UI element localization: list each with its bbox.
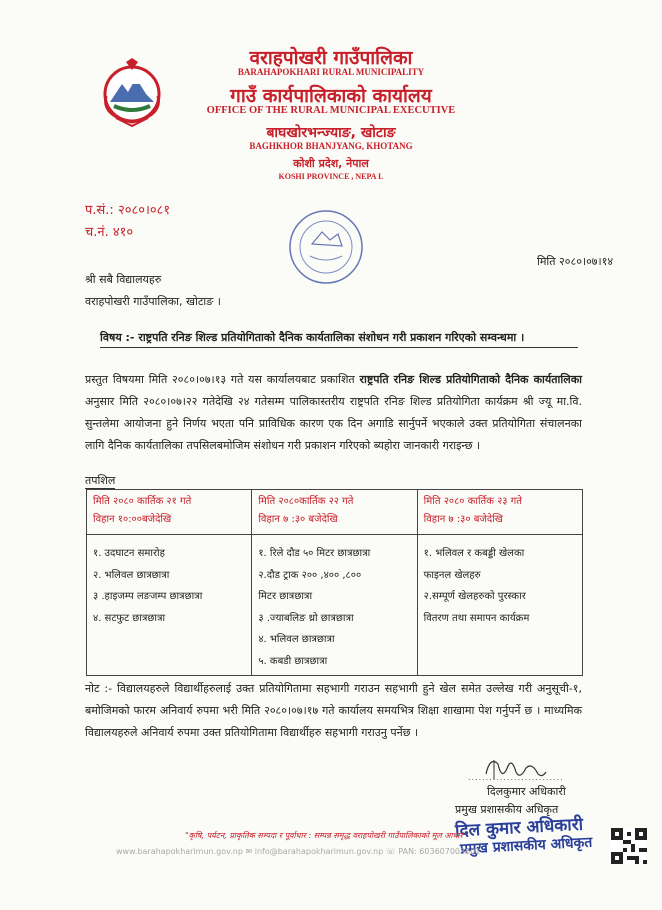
- list-item: २.दौड ट्राक २०० ,४०० ,८००: [258, 569, 362, 581]
- office-name-en: OFFICE OF THE RURAL MUNICIPAL EXECUTIVE: [206, 105, 456, 116]
- footer-contact: www.barahapokharimun.gov.np ✉ info@barahapokharimun.gov.np ☏ PAN: 603607003601: [116, 847, 481, 856]
- addressee-line-1: श्री सबै विद्यालयहरु: [85, 273, 162, 286]
- list-item: ४. भलिवल छात्रछात्रा: [258, 634, 335, 645]
- body-part-c: अनुसार मिति २०८०।०७।२२ गतेदेखि २४ गतेसम्म पालिकास्तरीय राष्ट्रपति रनिङ शिल्ड प्रतियोगिता कार्यक्रम श्री ज्यू मा.वि. सुन्तलेमा आयोजना हुने निर्णय भएता पनि प्राविधिक कारण एक दिन अगाडि सार्नुपर्ने भएकाले उक्त प्रतियोगिता संचालनका लागि दैनिक कार्यतालिका तपसिलबमोजिम संशोधन गरी प्रकाशन गरिएको ब्यहोरा जानकारी गराइन्छ ।: [85, 395, 582, 452]
- table-cell-day-3: [417, 535, 582, 676]
- signer-name: दिलकुमार अधिकारी: [487, 785, 566, 798]
- office-name-np: गाउँ कार्यपालिकाको कार्यालय: [230, 85, 432, 107]
- list-item: १. रिले दौड ५० मिटर छात्रछात्रा: [258, 548, 371, 559]
- signature-line: ...........................: [468, 773, 564, 782]
- municipality-name-en: BARAHAPOKHARI RURAL MUNICIPALITY: [237, 67, 425, 77]
- qr-code-icon: [611, 828, 647, 864]
- municipality-name-np: वराहपोखरी गाउँपालिका: [249, 47, 413, 69]
- chalani-number: च.नं. ४१०: [85, 225, 134, 240]
- list-item: २. भलिवल छात्रछात्रा: [93, 569, 170, 581]
- table-cell-day-1: [87, 535, 252, 676]
- province-en: KOSHI PROVINCE , NEPA L: [278, 172, 384, 181]
- list-item: मिटर छात्रछात्रा: [258, 591, 313, 602]
- province-np: कोशी प्रदेश, नेपाल: [293, 157, 369, 170]
- letter-date: मिति २०८०।०७।१४: [537, 255, 614, 268]
- addressee-line-2: वराहपोखरी गाउँपालिका, खोटाङ ।: [85, 295, 221, 308]
- list-item: ४. सटफुट छात्रछात्रा: [93, 612, 166, 624]
- body-part-a: प्रस्तुत विषयमा मिति २०८०।०७।१३ गते यस कार्यालयबाट प्रकाशित: [85, 373, 360, 386]
- office-stamp: [282, 206, 370, 288]
- signer-post: प्रमुख प्रशासकीय अधिकृत: [455, 803, 559, 816]
- post-stamp: प्रमुख प्रशासकीय अधिकृत: [459, 834, 593, 858]
- footer-motto: "कृषि, पर्यटन, प्राकृतिक सम्पदा र पूर्वाधार : सम्पन्न समृद्ध वराहपोखरी गाउँपालिकाको मूल आधार": [185, 831, 467, 840]
- place-np: बाघखोरभन्ज्याङ, खोटाङ: [266, 125, 396, 141]
- name-stamp: दिल कुमार अधिकारी: [454, 814, 584, 842]
- table-head-day-2: मिति २०८०कार्तिक २२ गते विहान ७ :३० बजेदेखि: [252, 490, 417, 535]
- list-item: ३ .ज्याबलिङ थ्रो छात्रछात्रा: [258, 612, 354, 624]
- note-paragraph: नोट :- विद्यालयहरुले विद्यार्थीहरुलाई उक्त प्रतियोगितामा सहभागी गराउन सहभागी हुने खेल समेत उल्लेख गरी अनुसूची-१, बमोजिमको फारम अनिवार्य रुपमा भरी मिति २०८०।०७।१७ गते कार्यालय समयभित्र शिक्षा शाखामा पेश गर्नुपर्ने छ । माध्यमिक विद्यालयहरुले अनिवार्य रुपमा उक्त प्रतियोगितामा विद्यार्थीहरु सहभागी गराउनु पर्नेछ ।: [85, 682, 582, 739]
- table-cell-day-2: [252, 535, 417, 676]
- table-header-row: [87, 490, 583, 535]
- list-item: फाइनल खेलहरु: [423, 569, 481, 581]
- list-item: वितरण तथा समापन कार्यक्रम: [423, 612, 530, 624]
- letter-body: [85, 369, 582, 457]
- place-en: BAGHKHOR BHANJYANG, KHOTANG: [249, 141, 413, 151]
- schedule-table: [86, 489, 583, 676]
- table-row: [87, 535, 583, 676]
- list-item: १. उदघाटन समारोह: [93, 548, 165, 559]
- list-item: ५. कबडी छात्रछात्रा: [258, 655, 328, 667]
- body-part-b: राष्ट्रपति रनिङ शिल्ड प्रतियोगिताको दैनिक कार्यतालिका: [359, 373, 582, 386]
- subject-line: विषय :- राष्ट्रपति रनिङ शिल्ड प्रतियोगिताको दैनिक कार्यतालिका संशोधन गरी प्रकाशन गरिएको सम्वन्धमा ।: [100, 330, 578, 348]
- list-item: २.सम्पूर्ण खेलहरुको पुरस्कार: [423, 591, 526, 602]
- list-item: ३ .हाइजम्प लङजम्प छात्रछात्रा: [93, 591, 203, 602]
- table-head-day-1: मिति २०८० कार्तिक २१ गते विहान १०:००बजेदेखि: [87, 490, 252, 535]
- list-item: १. भलिवल र कबड्डी खेलका: [423, 548, 525, 559]
- table-head-day-3: मिति २०८० कार्तिक २३ गते विहान ७ :३० बजेदेखि: [417, 490, 582, 535]
- table-title: तपशिल: [85, 474, 116, 487]
- patra-sankhya: प.सं.: २०८०।०८१: [85, 203, 171, 218]
